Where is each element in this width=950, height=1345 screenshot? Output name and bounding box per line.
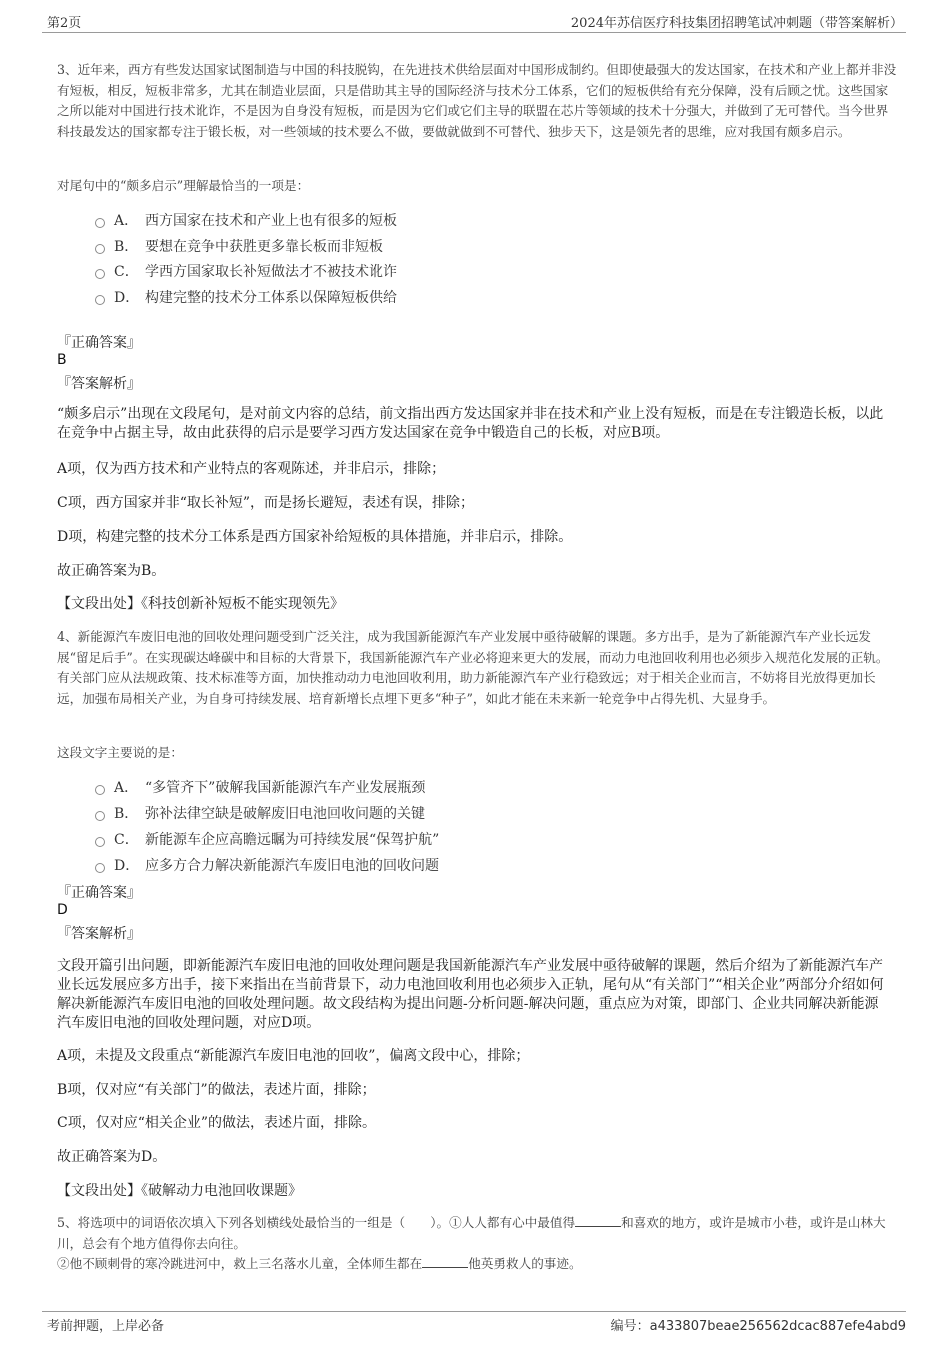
question-4-analysis-c: C项，仅对应“相关企业”的做法，表述片面，排除。 bbox=[57, 1115, 377, 1131]
question-3-option-a[interactable] bbox=[95, 210, 397, 230]
option-text: 新能源车企应高瞻远瞩为可持续发展“保驾护航” bbox=[145, 832, 440, 848]
question-4-prompt: 这段文字主要说的是： bbox=[57, 745, 183, 760]
question-3-option-b[interactable] bbox=[95, 236, 383, 256]
question-3-analysis-label: 『答案解析』 bbox=[57, 376, 141, 392]
header-divider bbox=[42, 32, 906, 33]
fill-blank-1 bbox=[575, 1215, 621, 1227]
question-3-source: 【文段出处】《科技创新补短板不能实现领先》 bbox=[57, 596, 344, 612]
option-text: 弥补法律空缺是破解废旧电池回收问题的关键 bbox=[145, 806, 425, 822]
question-5-item-2-b: 他英勇救人的事迹。 bbox=[468, 1256, 582, 1271]
fill-blank-2 bbox=[422, 1256, 468, 1268]
question-4-option-d[interactable] bbox=[95, 855, 439, 875]
radio-button[interactable] bbox=[95, 269, 105, 279]
question-4-analysis-a: A项，未提及文段重点“新能源汽车废旧电池的回收”，偏离文段中心，排除； bbox=[57, 1048, 530, 1064]
radio-button[interactable] bbox=[95, 811, 105, 821]
option-letter: D． bbox=[114, 290, 140, 306]
page-number: 第2页 bbox=[47, 16, 82, 31]
question-4-analysis-label: 『答案解析』 bbox=[57, 926, 141, 942]
question-3-analysis: “颇多启示”出现在文段尾句，是对前文内容的总结，前文指出西方发达国家并非在技术和产业上没有短板，而是在专注锻造长板，以此在竞争中占据主导，故由此获得的启示是要学习西方发达国家在竞争中锻造自己的长板，对应B项。 bbox=[57, 406, 884, 441]
option-letter: B． bbox=[114, 806, 139, 822]
question-3-analysis-a: A项，仅为西方技术和产业特点的客观陈述，并非启示，排除； bbox=[57, 461, 446, 477]
question-3-option-d[interactable] bbox=[95, 287, 397, 307]
radio-button[interactable] bbox=[95, 863, 105, 873]
question-4-option-a[interactable] bbox=[95, 777, 425, 797]
option-letter: C． bbox=[114, 264, 139, 280]
question-3-conclusion: 故正确答案为B。 bbox=[57, 563, 166, 579]
question-3-option-c[interactable] bbox=[95, 261, 397, 281]
question-3-analysis-c: C项，西方国家并非“取长补短”，而是扬长避短，表述有误，排除； bbox=[57, 495, 475, 511]
question-5-text-part1: 5、将选项中的词语依次填入下列各划横线处最恰当的一组是（ ）。①人人都有心中最值得 bbox=[57, 1215, 576, 1230]
option-text: 要想在竞争中获胜更多靠长板而非短板 bbox=[145, 239, 383, 255]
code-value: a433807beae256562dcac887efe4abd9 bbox=[649, 1319, 906, 1334]
option-text: “多管齐下”破解我国新能源汽车产业发展瓶颈 bbox=[145, 780, 426, 796]
question-3-answer: B bbox=[57, 352, 67, 368]
option-text: 构建完整的技术分工体系以保障短板供给 bbox=[145, 290, 397, 306]
option-text: 应多方合力解决新能源汽车废旧电池的回收问题 bbox=[145, 858, 439, 874]
question-5-stem bbox=[57, 1213, 899, 1254]
question-4-stem: 4、新能源汽车废旧电池的回收处理问题受到广泛关注，成为我国新能源汽车产业发展中亟待破解的课题。多方出手，是为了新能源汽车产业长远发展“留足后手”。在实现碳达峰碳中和目标的大背景下，我国新能源汽车产业必将迎来更大的发展，而动力电池回收利用也必须步入规范化发展的正轨。有关部门应从法规政策、技术标准等方面，加快推动动力电池回收利用，助力新能源汽车产业行稳致远；对于相关企业而言，不妨将目光放得更加长远，加强布局相关产业，为自身可持续发展、培育新增长点埋下更多“种子”，如此才能在未来新一轮竞争中占得先机、大显身手。 bbox=[57, 629, 889, 706]
option-text: 西方国家在技术和产业上也有很多的短板 bbox=[145, 213, 397, 229]
radio-button[interactable] bbox=[95, 837, 105, 847]
question-5-text-part2: 和喜欢的地方，或许是城市小巷，或许是山林大川，总会有个地方值得你去向往。 bbox=[57, 1215, 886, 1251]
question-4-conclusion: 故正确答案为D。 bbox=[57, 1149, 167, 1165]
option-letter: C． bbox=[114, 832, 139, 848]
question-4-analysis-b: B项，仅对应“有关部门”的做法，表述片面，排除； bbox=[57, 1082, 376, 1098]
question-4-answer-label: 『正确答案』 bbox=[57, 885, 141, 901]
question-4-option-b[interactable] bbox=[95, 803, 425, 823]
question-5-item-2 bbox=[57, 1254, 899, 1275]
radio-button[interactable] bbox=[95, 218, 105, 228]
question-4-option-c[interactable] bbox=[95, 829, 439, 849]
question-5-item-2-a: ②他不顾刺骨的寒冷跳进河中，救上三名落水儿童，全体师生都在 bbox=[57, 1256, 423, 1271]
radio-button[interactable] bbox=[95, 295, 105, 305]
radio-button[interactable] bbox=[95, 244, 105, 254]
radio-button[interactable] bbox=[95, 785, 105, 795]
option-letter: D． bbox=[114, 858, 140, 874]
option-letter: A． bbox=[114, 213, 139, 229]
question-4-analysis: 文段开篇引出问题，即新能源汽车废旧电池的回收处理问题是我国新能源汽车产业发展中亟待破解的课题，然后介绍为了新能源汽车产业长远发展应多方出手，接下来指出在当前背景下，动力电池回收利用也必须步入正轨，尾句从“有关部门”“相关企业”两部分介绍如何解决新能源汽车废旧电池的回收处理问题。故文段结构为提出问题-分析问题-解决问题，重点应为对策，即部门、企业共同解决新能源汽车废旧电池的回收处理问题，对应D项。 bbox=[57, 958, 884, 1031]
document-title: 2024年苏信医疗科技集团招聘笔试冲刺题（带答案解析） bbox=[570, 16, 903, 31]
option-letter: A． bbox=[114, 780, 139, 796]
document-code bbox=[611, 1315, 906, 1334]
question-3-prompt: 对尾句中的“颇多启示”理解最恰当的一项是： bbox=[57, 178, 310, 193]
question-3-analysis-d: D项，构建完整的技术分工体系是西方国家补给短板的具体措施，并非启示，排除。 bbox=[57, 529, 573, 545]
option-letter: B． bbox=[114, 239, 139, 255]
question-4-answer: D bbox=[57, 902, 68, 918]
question-4-source: 【文段出处】《破解动力电池回收课题》 bbox=[57, 1183, 302, 1199]
footer-slogan: 考前押题，上岸必备 bbox=[47, 1319, 165, 1334]
code-label: 编号： bbox=[610, 1319, 650, 1334]
question-3-answer-label: 『正确答案』 bbox=[57, 335, 141, 351]
question-3-stem: 3、近年来，西方有些发达国家试图制造与中国的科技脱钩，在先进技术供给层面对中国形成制约。但即使最强大的发达国家，在技术和产业上都并非没有短板，相反，短板非常多，尤其在制造业层面，只是借助其主导的国际经济与技术分工体系，它们的短板供给有充分保障，没有后顾之忧。这些国家之所以能对中国进行技术讹诈，不是因为自身没有短板，而是因为它们或它们主导的联盟在芯片等领域的技术十分强大，并做到了无可替代。当今世界科技最发达的国家都专注于锻长板，对一些领域的技术要么不做，要做就做到不可替代、独步天下，这是领先者的思维，应对我国有颇多启示。 bbox=[57, 62, 897, 139]
option-text: 学西方国家取长补短做法才不被技术讹诈 bbox=[145, 264, 397, 280]
footer-divider bbox=[42, 1311, 906, 1312]
